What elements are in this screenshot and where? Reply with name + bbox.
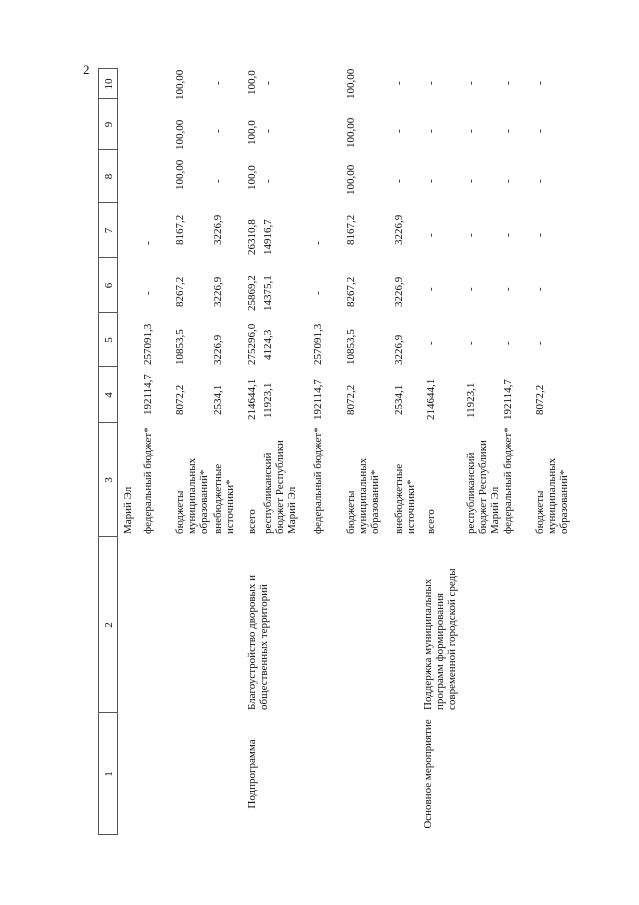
- column-header: 2: [103, 622, 115, 628]
- row-type: Основное мероприятие: [422, 719, 434, 829]
- value-cell: 8167,2: [174, 214, 186, 245]
- value-cell: 100,00: [345, 68, 357, 99]
- value-cell: 3226,9: [212, 276, 224, 307]
- column-header: 3: [103, 477, 115, 483]
- value-cell: -: [212, 81, 224, 85]
- funding-source: федеральный бюджет*: [502, 427, 514, 534]
- value-cell: -: [465, 129, 477, 133]
- value-cell: 25869,2: [246, 275, 258, 311]
- value-cell: -: [502, 179, 514, 183]
- funding-source: республиканский бюджет Республики Марий Эл: [465, 440, 501, 534]
- value-cell: -: [534, 81, 546, 85]
- value-cell: -: [534, 233, 546, 237]
- value-cell: 214644,1: [425, 378, 437, 420]
- funding-source: бюджеты муниципальных образований*: [345, 457, 381, 534]
- column-header: 1: [103, 771, 115, 777]
- value-cell: -: [502, 81, 514, 85]
- value-cell: -: [212, 129, 224, 133]
- value-cell: -: [502, 233, 514, 237]
- value-cell: 14916,7: [262, 219, 274, 255]
- value-cell: 100,00: [174, 119, 186, 150]
- value-cell: -: [425, 287, 437, 291]
- value-cell: -: [312, 241, 324, 245]
- value-cell: 8072,2: [534, 384, 546, 415]
- value-cell: -: [393, 81, 405, 85]
- value-cell: 2534,1: [393, 384, 405, 415]
- value-cell: 100,00: [345, 117, 357, 148]
- funding-source: внебюджетные источники*: [212, 463, 236, 534]
- value-cell: -: [142, 241, 154, 245]
- column-header: 8: [103, 173, 115, 180]
- value-cell: -: [465, 81, 477, 85]
- value-cell: -: [465, 341, 477, 345]
- value-cell: 100,0: [246, 165, 258, 190]
- funding-source: всего: [246, 509, 258, 534]
- value-cell: 100,0: [246, 70, 258, 95]
- row-type: Подпрограмма: [246, 739, 258, 809]
- value-cell: 10853,5: [174, 329, 186, 365]
- column-header: 7: [103, 227, 115, 234]
- value-cell: 192114,7: [502, 379, 514, 420]
- value-cell: 257091,3: [142, 323, 154, 365]
- funding-source: внебюджетные источники*: [393, 463, 417, 534]
- value-cell: 11923,1: [465, 382, 477, 418]
- value-cell: -: [465, 233, 477, 237]
- value-cell: 257091,3: [312, 323, 324, 365]
- value-cell: 8072,2: [345, 384, 357, 415]
- value-cell: -: [262, 179, 274, 183]
- page-number: 2: [83, 62, 90, 77]
- value-cell: -: [425, 233, 437, 237]
- continued-text: Марий Эл: [122, 486, 134, 534]
- header-bottom-line: [117, 68, 118, 835]
- column-header: 5: [103, 337, 115, 343]
- value-cell: 8072,2: [174, 384, 186, 415]
- value-cell: 3226,9: [212, 214, 224, 245]
- value-cell: 100,00: [345, 164, 357, 195]
- funding-source: бюджеты муниципальных образований*: [534, 457, 570, 534]
- value-cell: 100,0: [246, 120, 258, 145]
- value-cell: -: [465, 287, 477, 291]
- value-cell: 3226,9: [393, 276, 405, 307]
- value-cell: -: [534, 129, 546, 133]
- value-cell: -: [262, 81, 274, 85]
- value-cell: -: [212, 179, 224, 183]
- value-cell: -: [534, 179, 546, 183]
- value-cell: -: [465, 179, 477, 183]
- value-cell: -: [393, 129, 405, 133]
- value-cell: 8267,2: [345, 276, 357, 307]
- value-cell: 11923,1: [262, 382, 274, 418]
- funding-source: всего: [425, 509, 437, 534]
- value-cell: 10853,5: [345, 329, 357, 365]
- column-header: 6: [103, 282, 115, 289]
- value-cell: 4124,3: [262, 329, 274, 360]
- value-cell: 192114,7: [142, 374, 154, 415]
- value-cell: -: [262, 129, 274, 133]
- funding-source: республиканский бюджет Республики Марий Эл: [262, 440, 298, 534]
- column-header: 9: [103, 121, 115, 128]
- value-cell: 14375,1: [262, 275, 274, 311]
- column-header: 10: [103, 78, 115, 90]
- funding-source: федеральный бюджет*: [142, 427, 154, 534]
- value-cell: 3226,9: [393, 334, 405, 365]
- value-cell: -: [425, 341, 437, 345]
- header-top-line: [98, 68, 99, 835]
- value-cell: -: [502, 287, 514, 291]
- value-cell: -: [393, 179, 405, 183]
- value-cell: -: [534, 287, 546, 291]
- value-cell: 2534,1: [212, 384, 224, 415]
- column-header: 4: [103, 392, 115, 398]
- value-cell: 3226,9: [393, 214, 405, 245]
- value-cell: -: [502, 341, 514, 345]
- value-cell: -: [312, 291, 324, 295]
- value-cell: 8167,2: [345, 214, 357, 245]
- value-cell: 192114,7: [312, 379, 324, 420]
- value-cell: 100,00: [174, 159, 186, 190]
- funding-source: бюджеты муниципальных образований*: [174, 457, 210, 534]
- value-cell: 100,00: [174, 69, 186, 100]
- value-cell: -: [425, 81, 437, 85]
- value-cell: -: [425, 179, 437, 183]
- funding-source: федеральный бюджет*: [312, 427, 324, 534]
- value-cell: 3226,9: [212, 334, 224, 365]
- value-cell: -: [502, 129, 514, 133]
- value-cell: 26310,8: [246, 219, 258, 255]
- value-cell: -: [534, 341, 546, 345]
- value-cell: 275296,0: [246, 323, 258, 365]
- value-cell: -: [142, 291, 154, 295]
- value-cell: 8267,2: [174, 276, 186, 307]
- value-cell: 214644,1: [246, 378, 258, 420]
- row-title: Благоустройство дворовых и общественных территорий: [246, 574, 270, 710]
- row-title: Поддержка муниципальных программ формирования современной городской среды: [422, 568, 458, 710]
- value-cell: -: [425, 129, 437, 133]
